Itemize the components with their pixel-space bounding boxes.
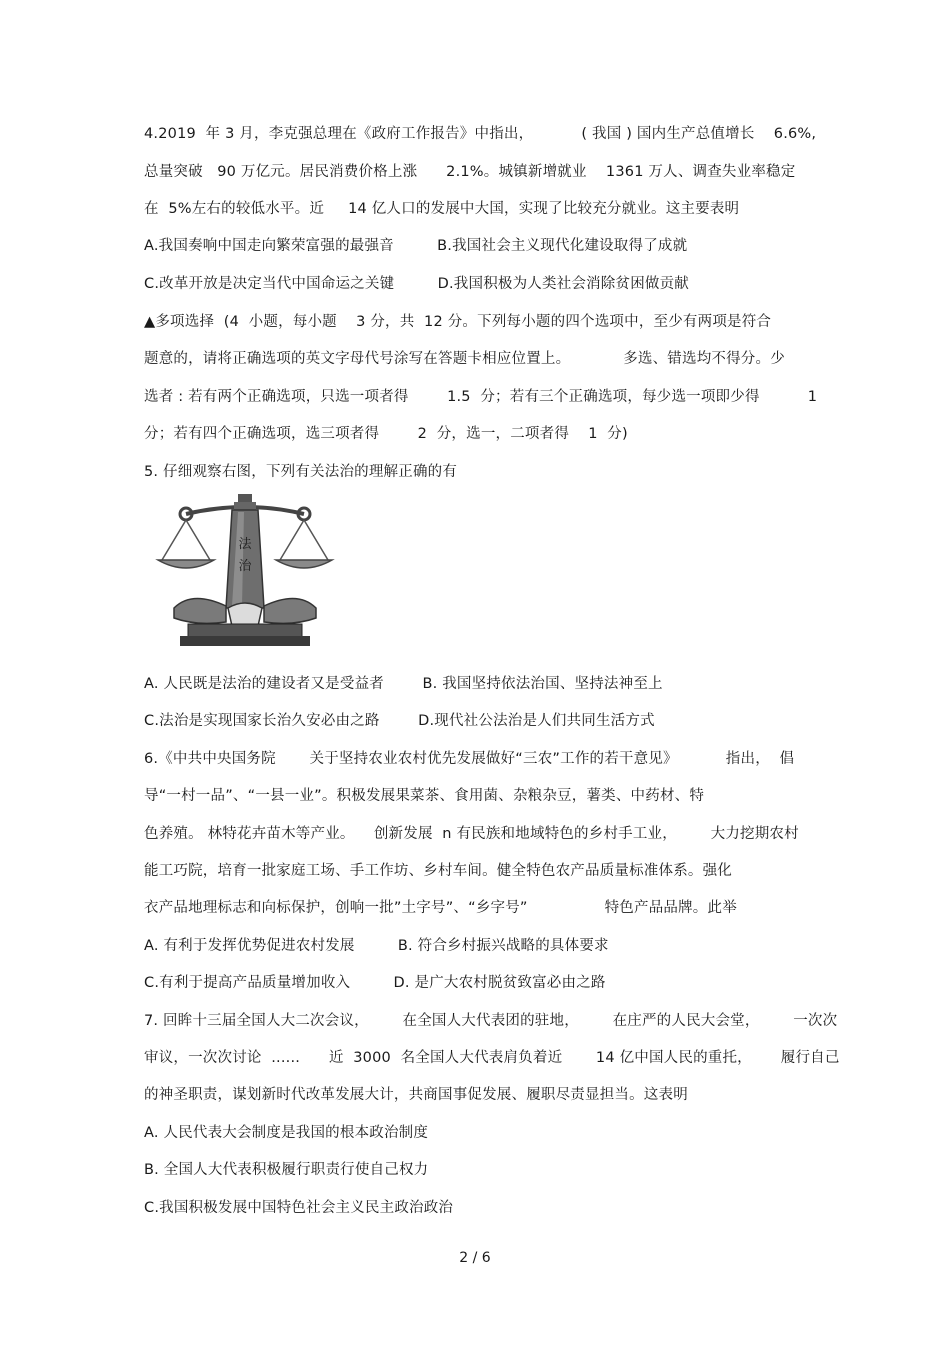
q6-stem-line-1: 6.《中共中央国务院 关于坚持农业农村优先发展做好“三农”工作的若干意见》 指出， 倡 <box>144 751 795 767</box>
pillar-label: 法 <box>238 537 252 552</box>
multi-instructions-line-2: 题意的，请将正确选项的英文字母代号涂写在答题卡相应位置上。 多选、错选均不得分。少 <box>144 351 785 367</box>
q7-stem-line-2: 审议，一次次讨论 ...... 近 3000 名全国人大代表肩负着近 14 亿中国人民的重托， 履行自己 <box>144 1050 840 1066</box>
q7-stem-line-3: 的神圣职责，谋划新时代改革发展大计，共商国事促发展、履职尽责显担当。这表明 <box>144 1087 688 1103</box>
q5-stem: 5. 仔细观察右图，下列有关法治的理解正确的有 <box>144 464 458 480</box>
q7-option-b: B. 全国人大代表积极履行职责行使自己权力 <box>144 1162 429 1178</box>
q4-stem-line-2: 总量突破 90 万亿元。居民消费价格上涨 2.1%。城镇新增就业 1361 万人、调查失业率稳定 <box>144 164 796 180</box>
svg-text:治: 治 <box>238 559 252 574</box>
q5-options-cd: C.法治是实现国家长治久安必由之路 D.现代社公法治是人们共同生活方式 <box>144 713 655 729</box>
q4-stem-line-3: 在 5%左右的较低水平。近 14 亿人口的发展中大国，实现了比较充分就业。这主要表明 <box>144 201 740 217</box>
q4-options-ab: A.我国奏响中国走向繁荣富强的最强音 B.我国社会主义现代化建设取得了成就 <box>144 238 688 254</box>
q5-options-ab: A. 人民既是法治的建设者又是受益者 B. 我国坚持依法治国、坚持法神至上 <box>144 676 663 692</box>
q6-options-cd: C.有利于提高产品质量增加收入 D. 是广大农村脱贫致富必由之路 <box>144 975 606 991</box>
q7-option-c: C.我国积极发展中国特色社会主义民主政治政治 <box>144 1200 454 1216</box>
multi-instructions-line-4: 分；若有四个正确选项，选三项者得 2 分，选一，二项者得 1 分) <box>144 426 628 442</box>
q6-stem-line-2: 导“一村一品”、“一县一业”。积极发展果菜茶、食用菌、杂粮杂豆，薯类、中药材、特 <box>144 788 705 804</box>
q4-options-cd: C.改革开放是决定当代中国命运之关键 D.我国积极为人类社会消除贫困做贡献 <box>144 276 689 292</box>
q6-stem-line-5: 衣产品地理标志和向标保护，创响一批”土字号”、“乡字号” 特色产品品牌。此举 <box>144 900 737 916</box>
q4-stem-line-1: 4.2019 年 3 月，李克强总理在《政府工作报告》中指出， ( 我国 ) 国内生产总值增长 6.6%, <box>144 126 817 142</box>
q7-option-a: A. 人民代表大会制度是我国的根本政治制度 <box>144 1125 429 1141</box>
multi-instructions-line-3: 选者 : 若有两个正确选项，只选一项者得 1.5 分；若有三个正确选项，每少选一项即少得 1 <box>144 389 818 405</box>
q6-options-ab: A. 有利于发挥优势促进农村发展 B. 符合乡村振兴战略的具体要求 <box>144 938 609 954</box>
q7-stem-line-1: 7. 回眸十三届全国人大二次会议， 在全国人大代表团的驻地， 在庄严的人民大会堂， 一次次 <box>144 1013 838 1029</box>
scales-of-justice-illustration <box>152 490 338 652</box>
multi-instructions-line-1: ▲多项选择 (4 小题，每小题 3 分，共 12 分。下列每小题的四个选项中，至少有两项是符合 <box>144 314 772 330</box>
page-number: 2 / 6 <box>459 1250 491 1266</box>
q6-stem-line-4: 能工巧院，培育一批家庭工场、手工作坊、乡村车间。健全特色农产品质量标准体系。强化 <box>144 863 732 879</box>
q6-stem-line-3: 色养殖。 林特花卉苗木等产业。 创新发展 n 有民族和地域特色的乡村手工业， 大力挖期农村 <box>144 826 799 842</box>
